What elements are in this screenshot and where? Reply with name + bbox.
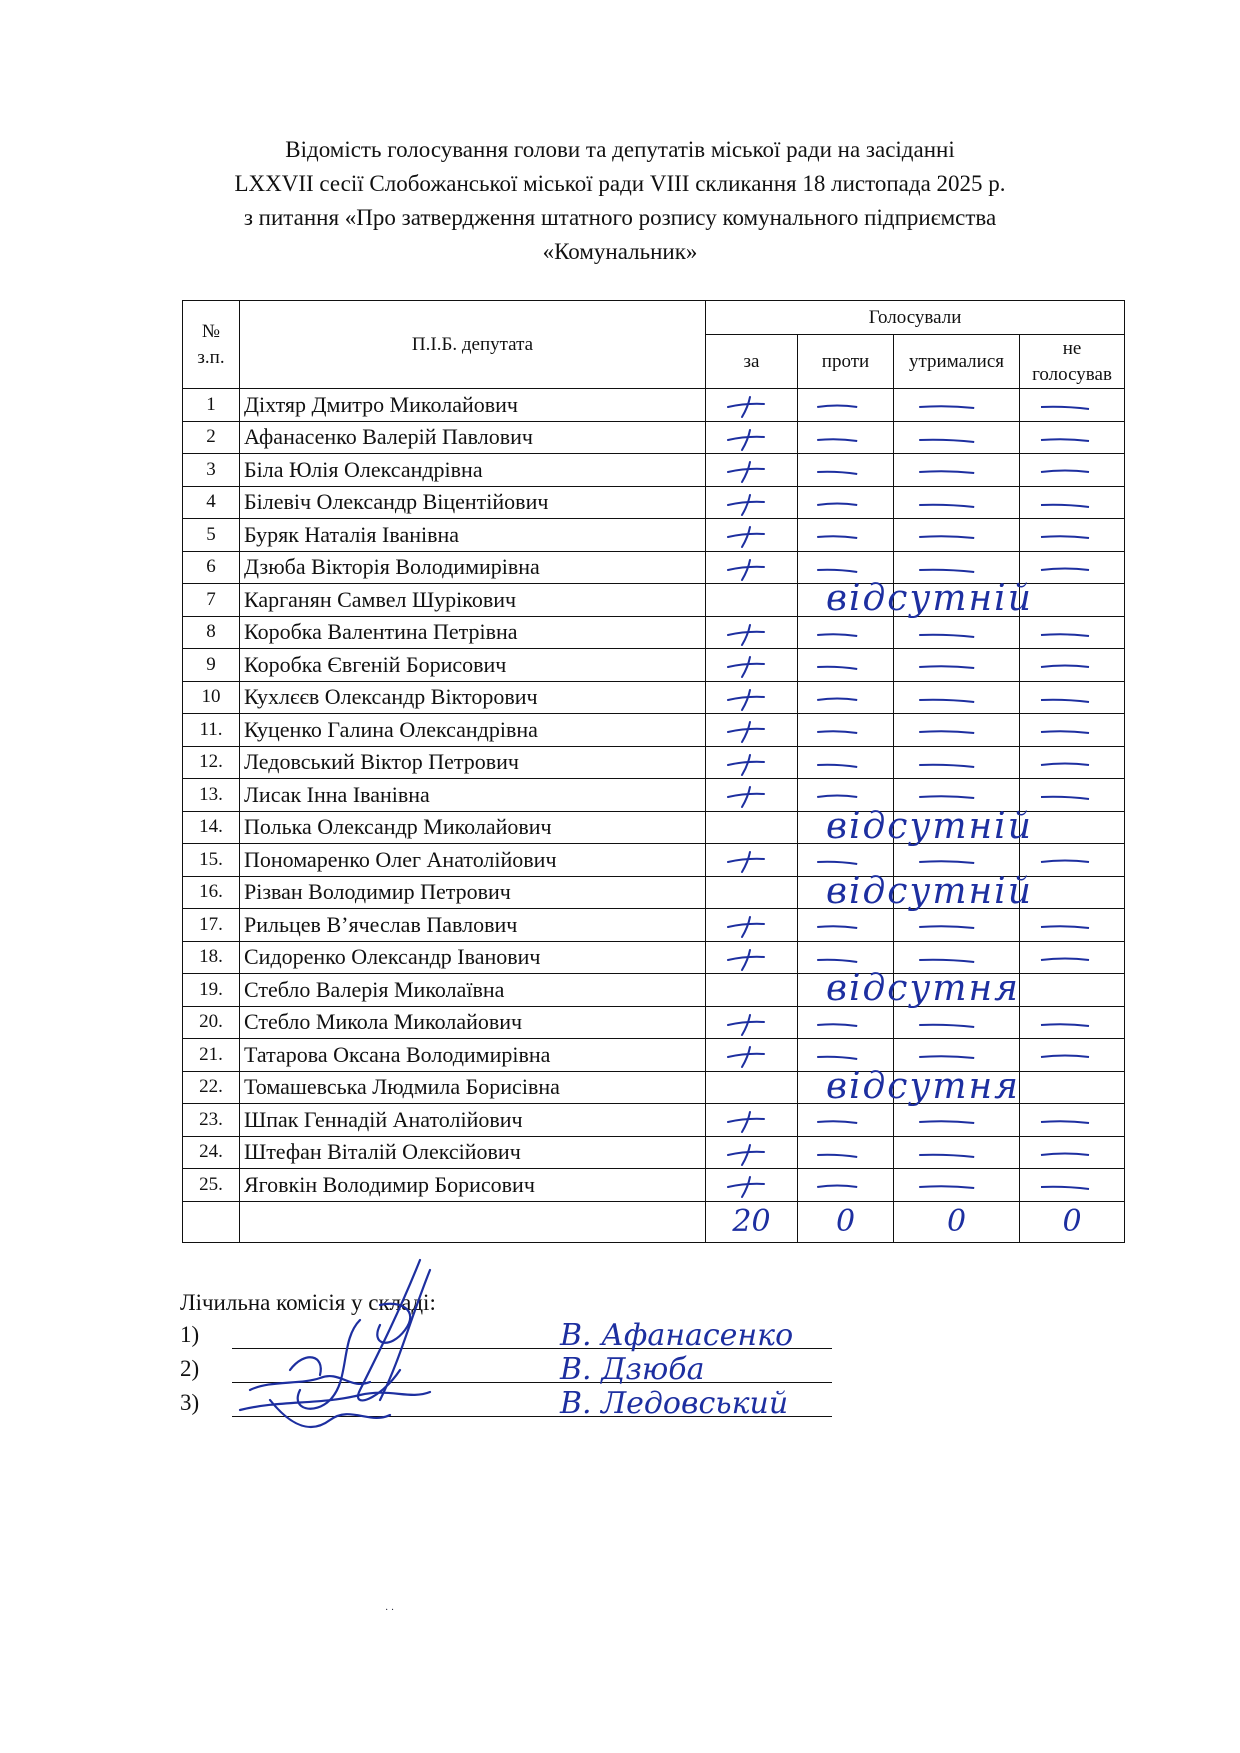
title-line-1: Відомість голосування голови та депутатів міської ради на засіданні xyxy=(285,137,955,162)
vote-abstained-cell xyxy=(894,649,1020,682)
vote-for-cell xyxy=(706,1136,798,1169)
vote-not-voted-cell xyxy=(1020,746,1125,779)
vote-abstained-cell xyxy=(894,421,1020,454)
member-1-num: 1) xyxy=(180,1322,200,1347)
vote-abstained-cell xyxy=(894,519,1020,552)
table-row xyxy=(183,1136,1125,1169)
vote-against-cell xyxy=(798,681,894,714)
vote-for-cell xyxy=(706,941,798,974)
plus-mark xyxy=(706,1104,797,1136)
absent-note: відсутній xyxy=(826,578,1033,619)
plus-mark xyxy=(706,909,797,941)
vote-not-voted-cell xyxy=(1020,389,1125,422)
row-num: 6 xyxy=(183,551,240,584)
absent-note: відсутній xyxy=(826,805,1033,847)
deputy-name: Томашевська Людмила Борисівна xyxy=(240,1071,706,1104)
deputy-name: Біла Юлія Олександрівна xyxy=(240,454,706,487)
deputy-name: Стебло Микола Миколайович xyxy=(240,1006,706,1039)
vote-for-cell xyxy=(706,746,798,779)
vote-against-cell xyxy=(798,389,894,422)
row-num: 4 xyxy=(183,486,240,519)
plus-mark xyxy=(706,389,797,421)
vote-for-cell xyxy=(706,681,798,714)
dash-mark xyxy=(798,1169,893,1201)
title-line-3: з питання «Про затвердження штатного розпису комунального підприємства xyxy=(243,205,997,230)
table-row xyxy=(183,974,1125,1007)
dash-mark xyxy=(894,389,1019,421)
vote-for-cell xyxy=(706,1169,798,1202)
row-num: 10 xyxy=(183,681,240,714)
dash-mark xyxy=(1020,1007,1124,1039)
vote-abstained-cell xyxy=(894,616,1020,649)
vote-for-cell xyxy=(706,844,798,877)
header-voted: Голосували xyxy=(706,301,1125,335)
deputy-name: Куценко Галина Олександрівна xyxy=(240,714,706,747)
dash-mark xyxy=(1020,1169,1124,1201)
deputy-name: Штефан Віталій Олексійович xyxy=(240,1136,706,1169)
table-row xyxy=(183,811,1125,844)
dash-mark xyxy=(798,617,893,649)
dash-mark xyxy=(894,682,1019,714)
vote-abstained-cell xyxy=(894,1104,1020,1137)
dash-mark xyxy=(894,617,1019,649)
table-row xyxy=(183,1006,1125,1039)
plus-mark xyxy=(706,844,797,876)
vote-not-voted-cell xyxy=(1020,1169,1125,1202)
row-num: 5 xyxy=(183,519,240,552)
dash-mark xyxy=(798,714,893,746)
deputy-name: Шпак Геннадій Анатолійович xyxy=(240,1104,706,1137)
deputy-name: Коробка Валентина Петрівна xyxy=(240,616,706,649)
dash-mark xyxy=(1020,649,1124,681)
dash-mark xyxy=(894,649,1019,681)
title-line-2: LXXVII сесії Слобожанської міської ради VIII скликання 18 листопада 2025 р. xyxy=(234,171,1006,196)
total-against xyxy=(798,1201,894,1242)
total-not-voted-value: 0 xyxy=(1062,1203,1082,1239)
dash-mark xyxy=(894,422,1019,454)
dash-mark xyxy=(1020,389,1124,421)
header-name: П.І.Б. депутата xyxy=(240,301,706,389)
vote-abstained-cell xyxy=(894,1006,1020,1039)
commission-label: Лічильна комісія у складі: xyxy=(180,1290,436,1315)
row-num: 14. xyxy=(183,811,240,844)
total-not-voted xyxy=(1020,1201,1125,1242)
row-num: 19. xyxy=(183,974,240,1007)
vote-not-voted-cell xyxy=(1020,714,1125,747)
vote-against-cell xyxy=(798,1136,894,1169)
vote-not-voted-cell xyxy=(1020,421,1125,454)
row-num: 8 xyxy=(183,616,240,649)
plus-mark xyxy=(706,617,797,649)
speck-mark: · · xyxy=(385,1605,395,1616)
deputy-name: Полька Олександр Миколайович xyxy=(240,811,706,844)
commission-member-2 xyxy=(180,1356,199,1382)
dash-mark xyxy=(798,747,893,779)
deputy-name: Рильцев В’ячеслав Павлович xyxy=(240,909,706,942)
table-row xyxy=(183,876,1125,909)
vote-not-voted-cell xyxy=(1020,1136,1125,1169)
deputy-name: Кухлєєв Олександр Вікторович xyxy=(240,681,706,714)
table-row xyxy=(183,519,1125,552)
dash-mark xyxy=(798,1007,893,1039)
row-num: 1 xyxy=(183,389,240,422)
plus-mark xyxy=(706,519,797,551)
vote-not-voted-cell xyxy=(1020,486,1125,519)
vote-against-cell xyxy=(798,519,894,552)
plus-mark xyxy=(706,682,797,714)
table-row xyxy=(183,1104,1125,1137)
dash-mark xyxy=(1020,747,1124,779)
deputy-name: Яговкін Володимир Борисович xyxy=(240,1169,706,1202)
vote-for-cell xyxy=(706,968,1021,1009)
deputy-name: Лисак Інна Іванівна xyxy=(240,779,706,812)
header-abstained: утрималися xyxy=(894,335,1020,389)
row-num: 25. xyxy=(183,1169,240,1202)
plus-mark xyxy=(706,779,797,811)
vote-against-cell xyxy=(798,909,894,942)
plus-mark xyxy=(706,747,797,779)
dash-mark xyxy=(798,1104,893,1136)
member-2-handwritten-name: В. Дзюба xyxy=(560,1352,705,1387)
dash-mark xyxy=(798,649,893,681)
dash-mark xyxy=(1020,1104,1124,1136)
dash-mark xyxy=(894,909,1019,941)
row-num: 12. xyxy=(183,746,240,779)
dash-mark xyxy=(1020,909,1124,941)
absent-note: відсутня xyxy=(826,1065,1021,1107)
vote-against-cell xyxy=(798,1104,894,1137)
totals-num-cell xyxy=(183,1201,240,1242)
table-row xyxy=(183,584,1125,617)
row-num: 23. xyxy=(183,1104,240,1137)
vote-not-voted-cell xyxy=(1020,1006,1125,1039)
dash-mark xyxy=(798,454,893,486)
dash-mark xyxy=(894,1137,1019,1169)
deputy-name: Афанасенко Валерій Павлович xyxy=(240,421,706,454)
dash-mark xyxy=(894,1169,1019,1201)
dash-mark xyxy=(798,1137,893,1169)
plus-mark xyxy=(706,942,797,974)
dash-mark xyxy=(1020,519,1124,551)
dash-mark xyxy=(894,714,1019,746)
table-row xyxy=(183,616,1125,649)
header-not-voted: не голосував xyxy=(1020,335,1125,389)
plus-mark xyxy=(706,422,797,454)
dash-mark xyxy=(894,747,1019,779)
commission-member-1 xyxy=(180,1322,199,1348)
voting-table xyxy=(182,300,1125,1243)
row-num: 17. xyxy=(183,909,240,942)
dash-mark xyxy=(798,389,893,421)
deputy-name: Татарова Оксана Володимирівна xyxy=(240,1039,706,1072)
dash-mark xyxy=(798,909,893,941)
row-num: 16. xyxy=(183,876,240,909)
dash-mark xyxy=(798,519,893,551)
table-row xyxy=(183,714,1125,747)
vote-for-cell xyxy=(706,454,798,487)
row-num: 24. xyxy=(183,1136,240,1169)
vote-not-voted-cell xyxy=(1020,681,1125,714)
deputy-name: Карганян Самвел Шурікович xyxy=(240,584,706,617)
row-num: 7 xyxy=(183,584,240,617)
vote-for-cell xyxy=(706,649,798,682)
table-row xyxy=(183,681,1125,714)
deputy-name: Сидоренко Олександр Іванович xyxy=(240,941,706,974)
vote-abstained-cell xyxy=(894,454,1020,487)
total-for xyxy=(706,1201,798,1242)
vote-abstained-cell xyxy=(894,1136,1020,1169)
member-3-num: 3) xyxy=(180,1390,200,1415)
row-num: 15. xyxy=(183,844,240,877)
plus-mark xyxy=(706,1169,797,1201)
dash-mark xyxy=(1020,487,1124,519)
table-row xyxy=(183,909,1125,942)
vote-against-cell xyxy=(798,714,894,747)
header-num: № з.п. xyxy=(183,301,240,389)
totals-name-cell xyxy=(240,1201,706,1242)
dash-mark xyxy=(1020,422,1124,454)
vote-against-cell xyxy=(798,1006,894,1039)
document-title xyxy=(170,133,1070,269)
vote-for-cell xyxy=(706,616,798,649)
deputy-name: Дзюба Вікторія Володимирівна xyxy=(240,551,706,584)
vote-for-cell xyxy=(706,870,1033,912)
dash-mark xyxy=(894,454,1019,486)
vote-abstained-cell xyxy=(894,389,1020,422)
deputy-name: Стебло Валерія Миколаївна xyxy=(240,974,706,1007)
commission-member-3 xyxy=(180,1390,199,1416)
vote-for-cell xyxy=(706,714,798,747)
vote-against-cell xyxy=(798,649,894,682)
deputy-name: Діхтяр Дмитро Миколайович xyxy=(240,389,706,422)
vote-abstained-cell xyxy=(894,746,1020,779)
vote-against-cell xyxy=(798,486,894,519)
member-1-handwritten-name: В. Афанасенко xyxy=(560,1318,794,1353)
vote-abstained-cell xyxy=(894,486,1020,519)
vote-not-voted-cell xyxy=(1020,454,1125,487)
vote-for-cell xyxy=(706,578,1033,619)
deputy-name: Різван Володимир Петрович xyxy=(240,876,706,909)
vote-for-cell xyxy=(706,909,798,942)
dash-mark xyxy=(798,422,893,454)
absent-note: відсутня xyxy=(826,968,1021,1009)
deputy-name: Коробка Євгеній Борисович xyxy=(240,649,706,682)
vote-for-cell xyxy=(706,1039,798,1072)
vote-for-cell xyxy=(706,519,798,552)
total-against-value: 0 xyxy=(835,1203,856,1239)
totals-row xyxy=(183,1201,1125,1242)
vote-for-cell xyxy=(706,1065,1021,1107)
plus-mark xyxy=(706,649,797,681)
vote-for-cell xyxy=(706,1104,798,1137)
table-row xyxy=(183,486,1125,519)
vote-for-cell xyxy=(706,421,798,454)
signatures-scribble xyxy=(230,1250,530,1450)
vote-for-cell xyxy=(706,805,1033,847)
total-for-value: 20 xyxy=(732,1203,771,1239)
deputy-name: Ледовський Віктор Петрович xyxy=(240,746,706,779)
vote-against-cell xyxy=(798,421,894,454)
plus-mark xyxy=(706,1039,797,1071)
row-num: 9 xyxy=(183,649,240,682)
vote-not-voted-cell xyxy=(1020,616,1125,649)
vote-against-cell xyxy=(798,454,894,487)
vote-for-cell xyxy=(706,486,798,519)
plus-mark xyxy=(706,552,797,584)
table-row xyxy=(183,649,1125,682)
vote-against-cell xyxy=(798,746,894,779)
dash-mark xyxy=(1020,682,1124,714)
row-num: 13. xyxy=(183,779,240,812)
total-abstained-value: 0 xyxy=(946,1203,967,1239)
table-row xyxy=(183,1169,1125,1202)
vote-abstained-cell xyxy=(894,1169,1020,1202)
table-row xyxy=(183,1071,1125,1104)
plus-mark xyxy=(706,714,797,746)
vote-against-cell xyxy=(798,616,894,649)
header-for: за xyxy=(706,335,798,389)
vote-not-voted-cell xyxy=(1020,519,1125,552)
dash-mark xyxy=(798,487,893,519)
dash-mark xyxy=(1020,454,1124,486)
absent-note: відсутній xyxy=(826,870,1033,912)
vote-not-voted-cell xyxy=(1020,909,1125,942)
dash-mark xyxy=(894,1104,1019,1136)
row-num: 3 xyxy=(183,454,240,487)
dash-mark xyxy=(1020,714,1124,746)
vote-for-cell xyxy=(706,1006,798,1039)
member-2-num: 2) xyxy=(180,1356,200,1381)
deputy-name: Буряк Наталія Іванівна xyxy=(240,519,706,552)
row-num: 20. xyxy=(183,1006,240,1039)
dash-mark xyxy=(894,487,1019,519)
table-row xyxy=(183,454,1125,487)
member-3-handwritten-name: В. Ледовський xyxy=(560,1386,789,1421)
dash-mark xyxy=(894,519,1019,551)
dash-mark xyxy=(1020,617,1124,649)
vote-abstained-cell xyxy=(894,681,1020,714)
plus-mark xyxy=(706,1007,797,1039)
table-row xyxy=(183,746,1125,779)
vote-not-voted-cell xyxy=(1020,649,1125,682)
deputy-name: Пономаренко Олег Анатолійович xyxy=(240,844,706,877)
plus-mark xyxy=(706,1137,797,1169)
table-row xyxy=(183,389,1125,422)
header-against: проти xyxy=(798,335,894,389)
vote-abstained-cell xyxy=(894,909,1020,942)
dash-mark xyxy=(894,1007,1019,1039)
vote-not-voted-cell xyxy=(1020,1104,1125,1137)
row-num: 18. xyxy=(183,941,240,974)
row-num: 11. xyxy=(183,714,240,747)
row-num: 22. xyxy=(183,1071,240,1104)
dash-mark xyxy=(798,682,893,714)
row-num: 21. xyxy=(183,1039,240,1072)
vote-for-cell xyxy=(706,389,798,422)
total-abstained xyxy=(894,1201,1020,1242)
deputy-name: Білевіч Олександр Віцентійович xyxy=(240,486,706,519)
vote-abstained-cell xyxy=(894,714,1020,747)
table-row xyxy=(183,421,1125,454)
dash-mark xyxy=(1020,1137,1124,1169)
title-line-4: «Комунальник» xyxy=(542,239,698,264)
plus-mark xyxy=(706,454,797,486)
plus-mark xyxy=(706,487,797,519)
vote-for-cell xyxy=(706,551,798,584)
vote-against-cell xyxy=(798,1169,894,1202)
vote-for-cell xyxy=(706,779,798,812)
row-num: 2 xyxy=(183,421,240,454)
